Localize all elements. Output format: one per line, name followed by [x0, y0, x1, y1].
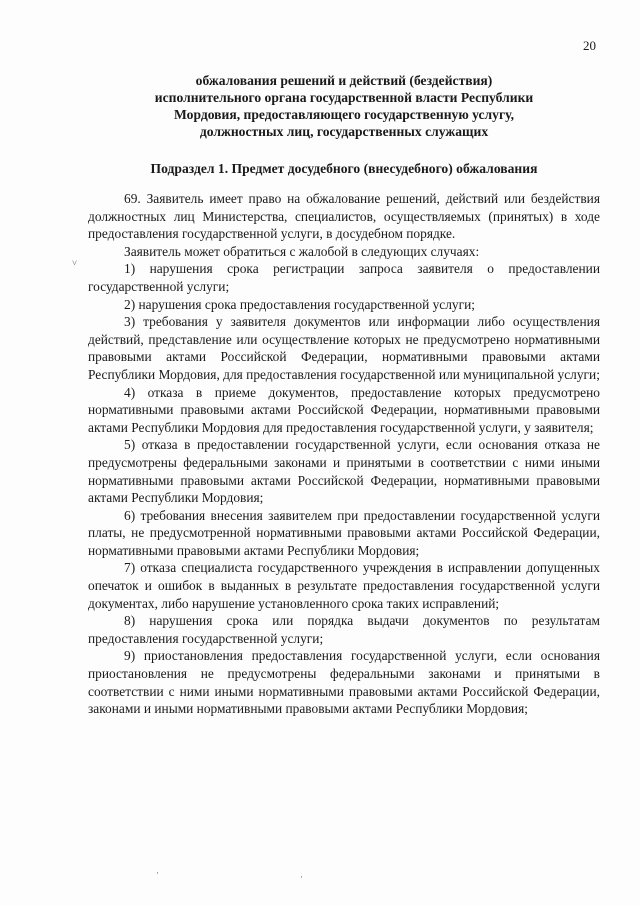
list-item: 4) отказа в приеме документов, предоставление которых предусмотрено нормативными правовыми актами Российской Федерации, нормативными правовыми актами Республики Мордовия для предоставления государственной услуги, у заявителя;	[88, 384, 600, 435]
paragraph: Заявитель может обратиться с жалобой в следующих случаях:	[124, 243, 480, 259]
list-item: 1) нарушения срока регистрации запроса заявителя о предоставлении государственной услуги;	[88, 261, 600, 294]
list-item: 3) требования у заявителя документов или информации либо осуществления действий, представление или осуществление которых не предусмотрено нормативными правовыми актами Российской Федерации, нормативными правовыми актами Республики Мордовия, для предоставления государственной или муниципальной услуги;	[88, 314, 600, 382]
header-line: Мордовия, предоставляющего государственную услугу,	[174, 107, 514, 122]
header-line: должностных лиц, государственных служащих	[199, 124, 489, 139]
scan-speck: ·	[300, 872, 303, 882]
document-body	[88, 190, 600, 718]
scan-speck: ˅	[72, 258, 78, 268]
page-number: 20	[583, 38, 596, 53]
list-item: 6) требования внесения заявителем при предоставлении государственной услуги платы, не предусмотренной нормативными правовыми актами Российской Федерации, нормативными правовыми актами Республики Мордовия;	[88, 507, 600, 558]
list-item: 7) отказа специалиста государственного учреждения в исправлении допущенных опечаток и ошибок в выданных в результате предоставления государственной услуги документах, либо нарушение установленного срока таких исправлений;	[88, 560, 600, 611]
header-line: исполнительного органа государственной власти Республики	[154, 90, 534, 105]
list-item: 2) нарушения срока предоставления государственной услуги;	[124, 296, 476, 312]
list-item: 9) приостановления предоставления государственной услуги, если основания приостановления не предусмотрены федеральными законами и принятыми в соответствии с ними иными нормативными правовыми актами Российской Федерации, законами и иными нормативными правовыми актами Республики Мордовия;	[88, 648, 600, 717]
section-header	[88, 72, 600, 140]
paragraph: 69. Заявитель имеет право на обжалование решений, действий или бездействия должностных лиц Министерства, специалистов, осуществляемых (принятых) в ходе предоставления государственной услуги, в досудебном порядке.	[88, 191, 600, 242]
list-item: 8) нарушения срока или порядка выдачи документов по результатам предоставления государственной услуги;	[88, 613, 600, 646]
subsection-title: Подраздел 1. Предмет досудебного (внесудебного) обжалования	[150, 161, 538, 176]
scan-speck: ·	[156, 868, 159, 878]
list-item: 5) отказа в предоставлении государственной услуги, если основания отказа не предусмотрены федеральными законами и принятыми в соответствии с ними иными нормативными правовыми актами Российской Федерации, нормативными правовыми актами Республики Мордовия;	[88, 437, 600, 506]
header-line: обжалования решений и действий (бездействия)	[195, 73, 493, 88]
